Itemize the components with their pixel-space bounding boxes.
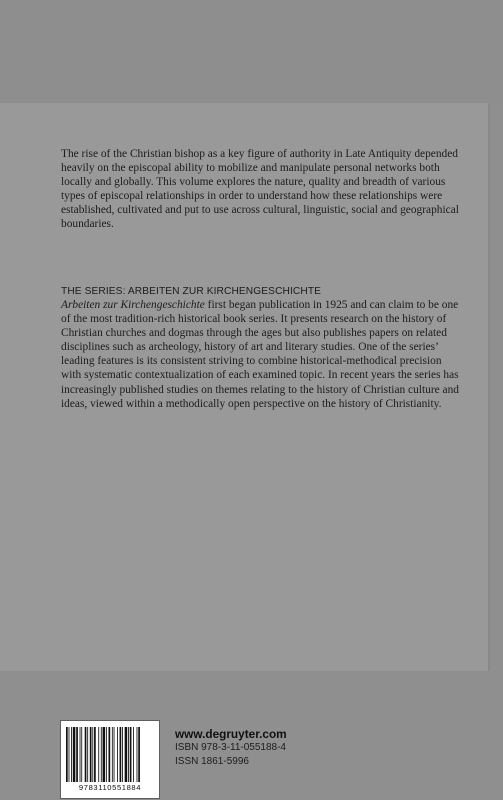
barcode-bar bbox=[81, 727, 82, 782]
barcode-bar bbox=[120, 727, 122, 782]
barcode-bar bbox=[138, 727, 140, 782]
barcode-bar bbox=[114, 727, 115, 782]
barcode-bar bbox=[130, 727, 132, 782]
isbn-number: ISBN 978-3-11-055188-4 bbox=[175, 742, 286, 753]
barcode-bars bbox=[65, 727, 157, 782]
barcode-bar bbox=[71, 727, 72, 782]
barcode-bar bbox=[66, 727, 68, 782]
barcode-bar bbox=[122, 727, 123, 782]
barcode-bar bbox=[87, 727, 88, 782]
barcode-bar bbox=[92, 727, 93, 782]
barcode-bar bbox=[103, 727, 106, 782]
publisher-info bbox=[175, 727, 287, 769]
barcode-bar bbox=[133, 727, 134, 782]
cover-top-band bbox=[0, 0, 503, 103]
barcode-bar bbox=[109, 727, 111, 782]
barcode-bar bbox=[76, 727, 78, 782]
barcode-bar bbox=[112, 727, 113, 782]
series-heading: THE SERIES: ARBEITEN ZUR KIRCHENGESCHICHTE bbox=[61, 286, 322, 297]
barcode-bar bbox=[94, 727, 96, 782]
barcode-bar bbox=[69, 727, 70, 782]
barcode-number: 9783110551884 bbox=[78, 783, 142, 792]
barcode-bar bbox=[85, 727, 87, 782]
publisher-website: www.degruyter.com bbox=[175, 727, 287, 741]
book-description: The rise of the Christian bishop as a key figure of authority in Late Antiquity depended heavily on the episcopal ability to mobilize and manipulate personal networks both locally and globally. This volume explores the nature, quality and breadth of various types of episcopal relationships in order to understand how these relationships were established, cultivated and put to use across cultural, linguistic, social and geographical boundaries. bbox=[61, 148, 459, 231]
series-description bbox=[61, 298, 461, 411]
barcode-bar bbox=[98, 727, 99, 782]
barcode-bar bbox=[101, 727, 102, 782]
barcode-bar bbox=[117, 727, 118, 782]
barcode-bar bbox=[128, 727, 129, 782]
barcode-bar bbox=[137, 727, 138, 782]
issn-number: ISSN 1861-5996 bbox=[175, 756, 249, 767]
series-body-text: first began publication in 1925 and can claim to be one of the most tradition-rich historical book series. It presents research on the history of Christian churches and dogmas through the ages but also publishes papers on related disciplines such as archeology, history of art and literary studies. One of the series’ leading features is its consistent striving to combine historical-methodical precision with systematic contextualization of each examined topic. In recent years the series has increasingly published studies on themes relating to the history of Christian culture and ideas, viewed within a methodically open perspective on the history of Christianity. bbox=[61, 299, 459, 410]
series-title-italic: Arbeiten zur Kirchengeschichte bbox=[61, 299, 205, 311]
isbn-barcode bbox=[60, 720, 160, 799]
barcode-bar bbox=[106, 727, 107, 782]
barcode-bar bbox=[90, 727, 92, 782]
barcode-bar bbox=[80, 727, 81, 782]
barcode-bar bbox=[125, 727, 128, 782]
barcode-bar bbox=[73, 727, 76, 782]
